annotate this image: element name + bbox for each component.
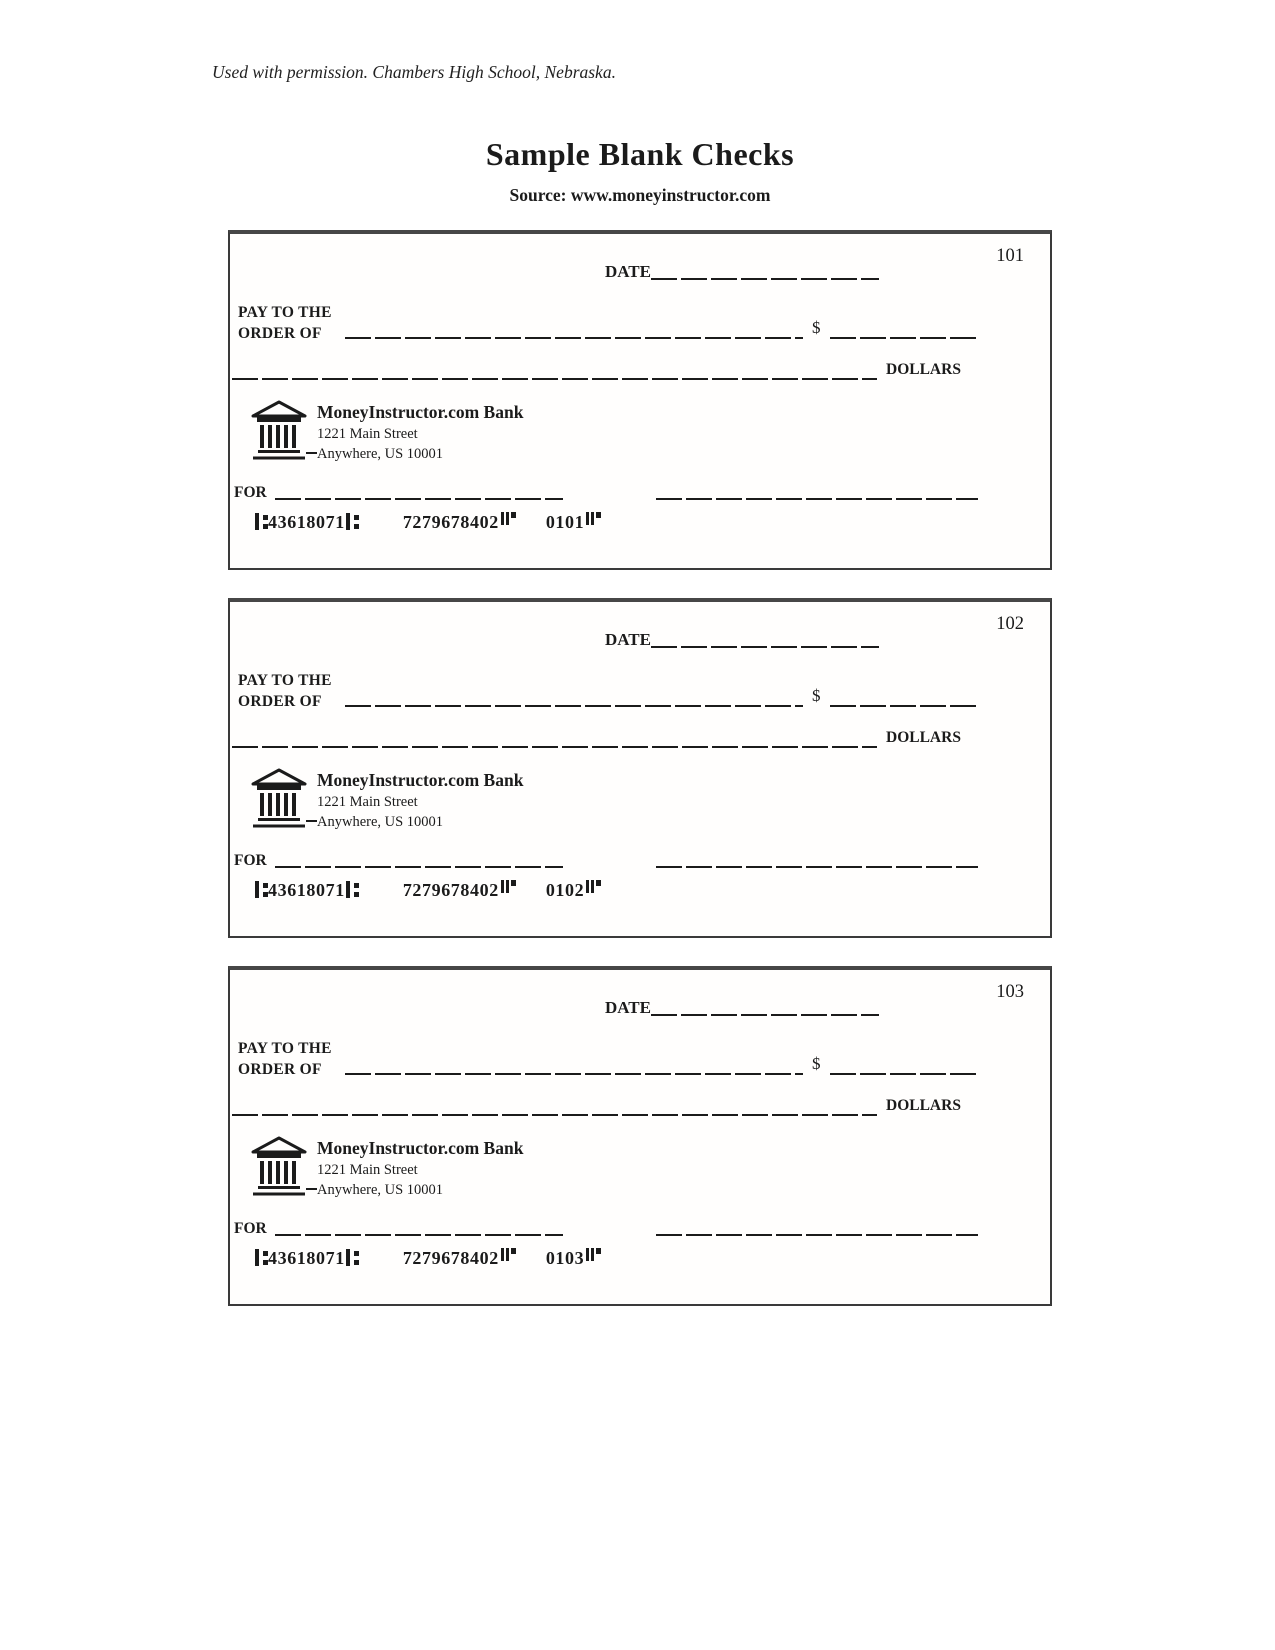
source-line: Source: www.moneyinstructor.com [509, 185, 771, 205]
for-blank-line [275, 851, 563, 868]
micr-transit-icon [345, 880, 359, 900]
check-101 [228, 230, 1052, 570]
signature-blank-line [656, 866, 978, 868]
pay-to-the-label: PAY TO THE [238, 1040, 332, 1057]
for-label: FOR [234, 484, 267, 501]
dollar-sign: $ [812, 318, 821, 337]
date-label: DATE [605, 262, 651, 281]
for-label: FOR [234, 1220, 267, 1237]
date-row [605, 262, 879, 282]
page-title: Sample Blank Checks [485, 136, 795, 172]
date-blank-line [651, 263, 879, 280]
bank-block [250, 400, 523, 463]
order-of-label: ORDER OF [238, 325, 322, 342]
pay-to-the-label: PAY TO THE [238, 304, 332, 321]
micr-check-number: 0101 [545, 512, 585, 532]
date-blank-line [651, 999, 879, 1016]
date-label: DATE [605, 630, 651, 649]
micr-transit-icon [345, 1248, 359, 1268]
bank-name: MoneyInstructor.com Bank [317, 770, 524, 790]
dollar-sign: $ [812, 1054, 821, 1073]
bank-address-block [317, 400, 523, 463]
bank-block [250, 1136, 523, 1199]
check-number: 103 [996, 982, 1024, 1002]
bank-address-block [317, 768, 523, 831]
micr-onus-icon [585, 880, 601, 900]
order-of-label: ORDER OF [238, 1061, 322, 1078]
micr-check-number: 0102 [545, 880, 585, 900]
bank-street: 1221 Main Street [317, 1162, 418, 1178]
written-amount-blank-line [232, 1114, 877, 1116]
bank-city: Anywhere, US 10001 [317, 446, 444, 462]
for-row [234, 483, 563, 502]
date-row [605, 630, 879, 650]
micr-onus-icon [500, 880, 516, 900]
date-label: DATE [605, 998, 651, 1017]
micr-routing-number: 43618071 [268, 1248, 345, 1268]
pay-to-order-label [238, 1038, 332, 1080]
signature-blank-line [656, 498, 978, 500]
dollars-label: DOLLARS [886, 1097, 961, 1114]
check-number: 101 [996, 246, 1024, 266]
amount-blank-line [830, 705, 978, 707]
micr-line [254, 880, 601, 901]
bank-building-icon [250, 400, 308, 462]
order-of-label: ORDER OF [238, 693, 322, 710]
page-header [228, 136, 1052, 206]
micr-transit-icon [254, 880, 268, 900]
check-103 [228, 966, 1052, 1306]
for-blank-line [275, 1219, 563, 1236]
micr-routing-number: 43618071 [268, 512, 345, 532]
micr-onus-icon [500, 512, 516, 532]
dollars-label: DOLLARS [886, 729, 961, 746]
bank-name: MoneyInstructor.com Bank [317, 402, 524, 422]
dollars-label: DOLLARS [886, 361, 961, 378]
pay-to-order-label [238, 670, 332, 712]
bank-block [250, 768, 523, 831]
bank-city: Anywhere, US 10001 [317, 1182, 444, 1198]
bank-name: MoneyInstructor.com Bank [317, 1138, 524, 1158]
payee-blank-line [345, 337, 803, 339]
signature-blank-line [656, 1234, 978, 1236]
amount-blank-line [830, 1073, 978, 1075]
micr-onus-icon [585, 512, 601, 532]
bank-street: 1221 Main Street [317, 426, 418, 442]
micr-account-number: 7279678402 [402, 512, 499, 532]
pay-to-order-label [238, 302, 332, 344]
micr-account-number: 7279678402 [402, 1248, 499, 1268]
for-row [234, 1219, 563, 1238]
for-row [234, 851, 563, 870]
amount-blank-line [830, 337, 978, 339]
micr-onus-icon [500, 1248, 516, 1268]
bank-building-icon [250, 1136, 308, 1198]
bank-city: Anywhere, US 10001 [317, 814, 444, 830]
attribution-text: Used with permission. Chambers High School, Nebraska. [212, 62, 616, 82]
payee-blank-line [345, 1073, 803, 1075]
micr-transit-icon [345, 512, 359, 532]
check-102 [228, 598, 1052, 938]
bank-street: 1221 Main Street [317, 794, 418, 810]
bank-address-block [317, 1136, 523, 1199]
pay-to-the-label: PAY TO THE [238, 672, 332, 689]
bank-building-icon [250, 768, 308, 830]
written-amount-blank-line [232, 378, 877, 380]
micr-check-number: 0103 [545, 1248, 585, 1268]
for-label: FOR [234, 852, 267, 869]
checks-area [228, 230, 1052, 1334]
date-blank-line [651, 631, 879, 648]
micr-line [254, 512, 601, 533]
date-row [605, 998, 879, 1018]
micr-account-number: 7279678402 [402, 880, 499, 900]
for-blank-line [275, 483, 563, 500]
written-amount-blank-line [232, 746, 877, 748]
micr-line [254, 1248, 601, 1269]
payee-blank-line [345, 705, 803, 707]
check-number: 102 [996, 614, 1024, 634]
dollar-sign: $ [812, 686, 821, 705]
micr-routing-number: 43618071 [268, 880, 345, 900]
micr-onus-icon [585, 1248, 601, 1268]
micr-transit-icon [254, 512, 268, 532]
micr-transit-icon [254, 1248, 268, 1268]
